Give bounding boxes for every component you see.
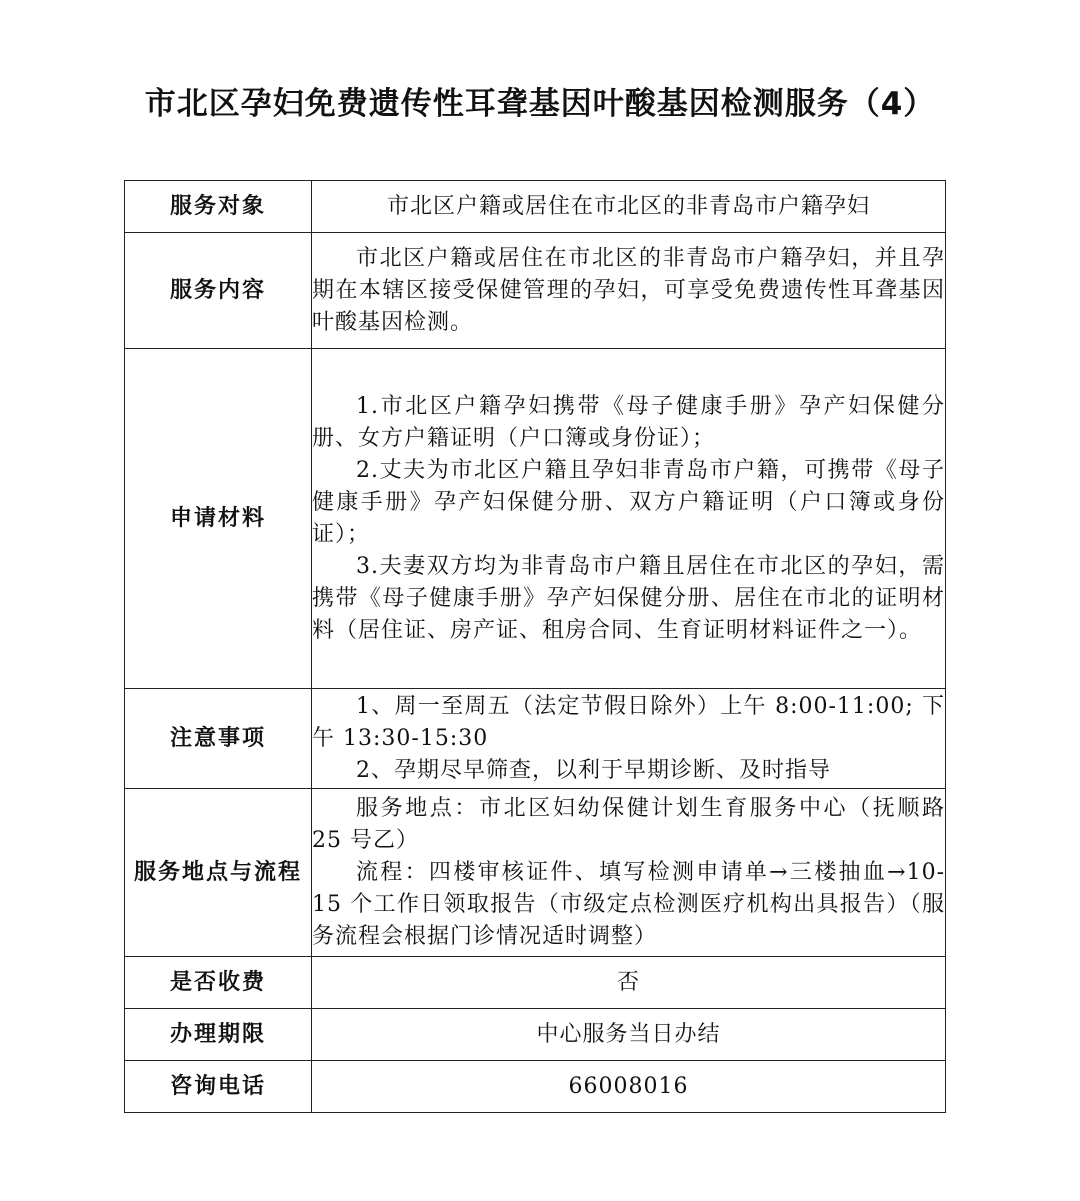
notes-value [312, 689, 946, 789]
location-process-value [312, 789, 946, 957]
application-materials-value [312, 349, 946, 689]
note-item: 2、孕期尽早筛查，以利于早期诊断、及时指导 [356, 757, 831, 783]
material-item: 3.夫妻双方均为非青岛市户籍且居住在市北区的孕妇，需携带《母子健康手册》孕产妇保健分册、居住在市北的证明材料（居住证、房产证、租房合同、生育证明材料证件之一）。 [312, 553, 945, 643]
page-title: 市北区孕妇免费遗传性耳聋基因叶酸基因检测服务（4） [144, 86, 936, 122]
application-materials-label: 申请材料 [125, 349, 312, 689]
table-row-fee [125, 957, 946, 1009]
deadline-label: 办理期限 [125, 1009, 312, 1061]
process-item: 流程：四楼审核证件、填写检测申请单→三楼抽血→10-15 个工作日领取报告（市级定点检测医疗机构出具报告）（服务流程会根据门诊情况适时调整） [312, 859, 945, 949]
table-row-phone [125, 1061, 946, 1113]
service-content-text: 市北区户籍或居住在市北区的非青岛市户籍孕妇，并且孕期在本辖区接受保健管理的孕妇，可享受免费遗传性耳聋基因叶酸基因检测。 [312, 245, 945, 335]
deadline-value: 中心服务当日办结 [312, 1009, 946, 1061]
notes-label: 注意事项 [125, 689, 312, 789]
table-row-location-process [125, 789, 946, 957]
table-row-notes [125, 689, 946, 789]
note-item: 1、周一至周五（法定节假日除外）上午 8:00-11:00; 下午 13:30-15:30 [312, 693, 945, 751]
table-row-service-target [125, 181, 946, 233]
service-target-label: 服务对象 [125, 181, 312, 233]
material-item: 2.丈夫为市北区户籍且孕妇非青岛市户籍，可携带《母子健康手册》孕产妇保健分册、双方户籍证明（户口簿或身份证）； [312, 457, 945, 547]
service-content-label: 服务内容 [125, 233, 312, 349]
service-info-table [124, 180, 946, 1113]
fee-value: 否 [312, 957, 946, 1009]
service-target-value: 市北区户籍或居住在市北区的非青岛市户籍孕妇 [312, 181, 946, 233]
phone-label: 咨询电话 [125, 1061, 312, 1113]
phone-value: 66008016 [312, 1061, 946, 1113]
table-row-application-materials [125, 349, 946, 689]
table-row-service-content [125, 233, 946, 349]
location-item: 服务地点：市北区妇幼保健计划生育服务中心（抚顺路 25 号乙） [312, 795, 945, 853]
fee-label: 是否收费 [125, 957, 312, 1009]
service-content-value [312, 233, 946, 349]
material-item: 1.市北区户籍孕妇携带《母子健康手册》孕产妇保健分册、女方户籍证明（户口簿或身份证）； [312, 393, 945, 451]
table-row-deadline [125, 1009, 946, 1061]
location-process-label: 服务地点与流程 [125, 789, 312, 957]
